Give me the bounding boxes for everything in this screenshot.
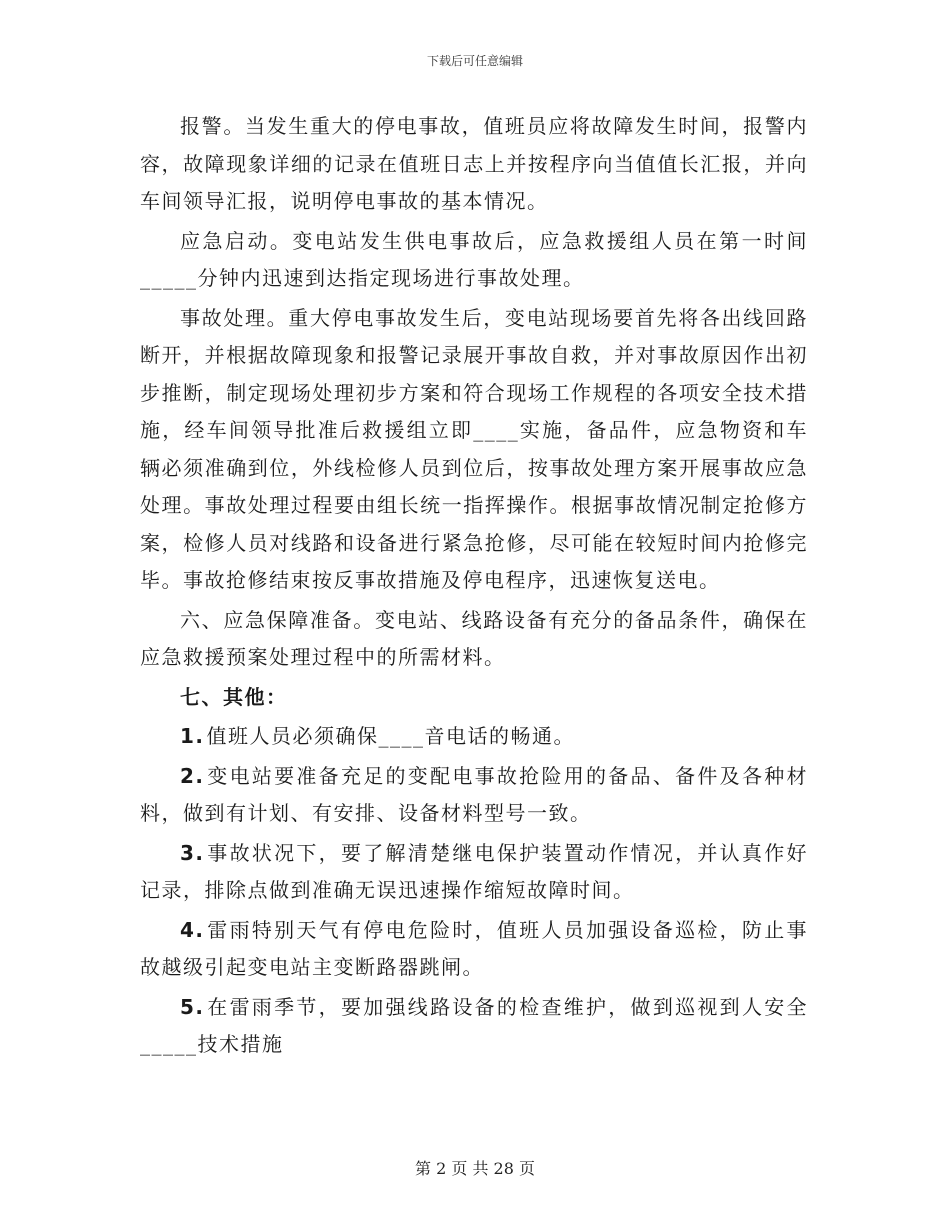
list-item-text: 事故状况下，要了解清楚继电保护装置动作情况，并认真作好记录，排除点做到准确无误迅速操作缩短故障时间。 xyxy=(140,840,808,902)
list-item-number: 4. xyxy=(180,917,205,942)
list-item xyxy=(140,758,808,833)
document-body xyxy=(140,108,808,1064)
paragraph-alarm: 报警。当发生重大的停电事故，值班员应将故障发生时间，报警内容，故障现象详细的记录在值班日志上并按程序向当值值长汇报，并向车间领导汇报，说明停电事故的基本情况。 xyxy=(140,114,808,213)
paragraph-emergency-start: 应急启动。变电站发生供电事故后，应急救援组人员在第一时间_____分钟内迅速到达指定现场进行事故处理。 xyxy=(140,228,808,290)
list-item xyxy=(140,835,808,910)
list-item-text: 雷雨特别天气有停电危险时，值班人员加强设备巡检，防止事故越级引起变电站主变断路器跳闸。 xyxy=(140,917,808,979)
paragraph-emergency-support: 六、应急保障准备。变电站、线路设备有充分的备品条件，确保在应急救援预案处理过程中的所需材料。 xyxy=(140,607,808,669)
list-item xyxy=(140,912,808,987)
paragraph-accident-handling: 事故处理。重大停电事故发生后，变电站现场要首先将各出线回路断开，并根据故障现象和报警记录展开事故自救，并对事故原因作出初步推断，制定现场处理初步方案和符合现场工作规程的各项安全技术措施，经车间领导批准后救援组立即____实施，备品件，应急物资和车辆必须准确到位，外线检修人员到位后，按事故处理方案开展事故应急处理。事故处理过程要由组长统一指挥操作。根据事故情况制定抢修方案，检修人员对线路和设备进行紧急抢修，尽可能在较短时间内抢修完毕。事故抢修结束按反事故措施及停电程序，迅速恢复送电。 xyxy=(140,305,808,592)
page-header-note: 下载后可任意编辑 xyxy=(426,54,523,68)
list-item-number: 5. xyxy=(180,994,205,1019)
section-heading-other: 七、其他： xyxy=(180,684,288,709)
list-item-number: 3. xyxy=(180,840,205,865)
list-item xyxy=(140,718,808,756)
page-number: 第 2 页 共 28 页 xyxy=(415,1159,535,1178)
list-item-number: 2. xyxy=(180,763,205,788)
list-item xyxy=(140,989,808,1064)
list-item-text: 值班人员必须确保____音电话的畅通。 xyxy=(206,724,576,748)
list-item-text: 变电站要准备充足的变配电事故抢险用的备品、备件及各种材料，做到有计划、有安排、设备材料型号一致。 xyxy=(140,763,808,825)
list-item-number: 1. xyxy=(180,724,205,748)
list-item-text: 在雷雨季节，要加强线路设备的检查维护，做到巡视到人安全_____技术措施 xyxy=(140,994,808,1056)
